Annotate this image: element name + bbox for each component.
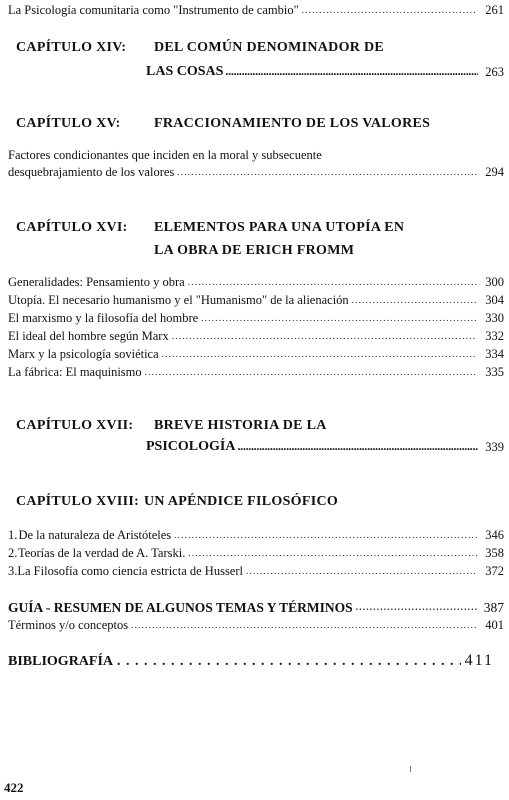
toc-entry-factores-line2 — [8, 164, 504, 180]
dot-leader — [172, 328, 477, 344]
toc-entry — [8, 545, 504, 561]
entry-text: La Psicología comunitaria como "Instrumento de cambio" — [8, 3, 299, 17]
dot-leader — [117, 654, 461, 670]
entry-text: GUÍA - RESUMEN DE ALGUNOS TEMAS Y TÉRMINOS — [8, 600, 353, 615]
chapter-page: 339 — [485, 440, 504, 454]
toc-entry — [8, 346, 504, 362]
dot-leader — [188, 545, 477, 561]
entry-text: La Filosofía como ciencia estricta de Husserl — [17, 564, 243, 578]
chapter-title-line2: LA OBRA DE ERICH FROMM — [154, 243, 355, 258]
dot-leader — [162, 346, 477, 362]
entry-page: 372 — [485, 564, 504, 578]
chapter-title-line2: LAS COSAS — [146, 64, 224, 79]
chapter-label: CAPÍTULO XVI: — [16, 220, 128, 235]
toc-entry — [8, 527, 504, 543]
entry-page: 358 — [485, 546, 504, 560]
entry-page: 261 — [485, 3, 504, 17]
dot-leader — [302, 2, 477, 18]
entry-text: El marxismo y la filosofía del hombre — [8, 311, 199, 325]
dot-leader — [352, 292, 477, 308]
dot-leader — [188, 274, 477, 290]
chapter-label: CAPÍTULO XIV: — [16, 40, 127, 55]
toc-entry-bibliografia — [8, 652, 494, 670]
chapter-page: 263 — [485, 65, 504, 79]
toc-entry — [8, 364, 504, 380]
entry-number: 2. — [8, 546, 18, 560]
entry-text: desquebrajamiento de los valores — [8, 165, 175, 179]
entry-number: 3. — [8, 564, 18, 578]
dot-leader — [201, 310, 477, 326]
entry-page: 387 — [483, 600, 504, 615]
entry-text: De la naturaleza de Aristóteles — [18, 528, 172, 542]
entry-text: Generalidades: Pensamiento y obra — [8, 275, 185, 289]
toc-entry-guia — [8, 598, 504, 615]
chapter-title-line1: DEL COMÚN DENOMINADOR DE — [154, 40, 385, 55]
entry-text: La fábrica: El maquinismo — [8, 365, 142, 379]
toc-entry-factores-line1 — [8, 148, 504, 163]
entry-text: Factores condicionantes que inciden en la moral y subsecuente — [8, 148, 322, 162]
chapter-title: UN APÉNDICE FILOSÓFICO — [144, 494, 339, 509]
chapter-label: CAPÍTULO XVII: — [16, 418, 134, 433]
toc-entry — [8, 274, 504, 290]
entry-page: 294 — [485, 165, 504, 179]
dot-leader — [131, 617, 477, 633]
dot-leader — [174, 527, 477, 543]
stray-mark — [410, 766, 411, 772]
entry-text: BIBLIOGRAFÍA — [8, 654, 114, 669]
entry-page: 304 — [485, 293, 504, 307]
chapter-label: CAPÍTULO XVIII: — [16, 494, 140, 509]
entry-text: Términos y/o conceptos — [8, 618, 129, 632]
chapter-14-title-line2 — [146, 64, 504, 80]
entry-text: El ideal del hombre según Marx — [8, 329, 169, 343]
entry-number: 1. — [8, 528, 18, 542]
dot-leader — [225, 64, 478, 80]
entry-page: 300 — [485, 275, 504, 289]
chapter-title-line2: PSICOLOGÍA — [146, 439, 236, 454]
chapter-17-title-line2 — [146, 439, 504, 455]
entry-page: 411 — [464, 652, 494, 669]
page-number: 422 — [4, 780, 24, 795]
chapter-label: CAPÍTULO XV: — [16, 116, 121, 131]
dot-leader — [177, 164, 477, 180]
toc-entry — [8, 328, 504, 344]
chapter-title: FRACCIONAMIENTO DE LOS VALORES — [154, 116, 431, 131]
toc-entry — [8, 563, 504, 579]
dot-leader — [237, 439, 478, 455]
entry-page: 334 — [485, 347, 504, 361]
entry-page: 335 — [485, 365, 504, 379]
entry-text: Teorías de la verdad de A. Tarski. — [17, 546, 186, 560]
entry-text: Utopía. El necesario humanismo y el "Humanismo" de la alienación — [8, 293, 349, 307]
entry-page: 346 — [485, 528, 504, 542]
dot-leader — [145, 364, 477, 380]
entry-page: 332 — [485, 329, 504, 343]
toc-entry-psicologia-comunitaria — [8, 2, 504, 18]
toc-entry — [8, 292, 504, 308]
dot-leader — [356, 598, 477, 615]
chapter-title-line1: BREVE HISTORIA DE LA — [154, 418, 327, 433]
entry-page: 330 — [485, 311, 504, 325]
entry-text: Marx y la psicología soviética — [8, 347, 159, 361]
toc-entry-terminos — [8, 617, 504, 633]
entry-page: 401 — [485, 618, 504, 632]
toc-entry — [8, 310, 504, 326]
chapter-title-line1: ELEMENTOS PARA UNA UTOPÍA EN — [154, 220, 405, 235]
dot-leader — [246, 563, 477, 579]
